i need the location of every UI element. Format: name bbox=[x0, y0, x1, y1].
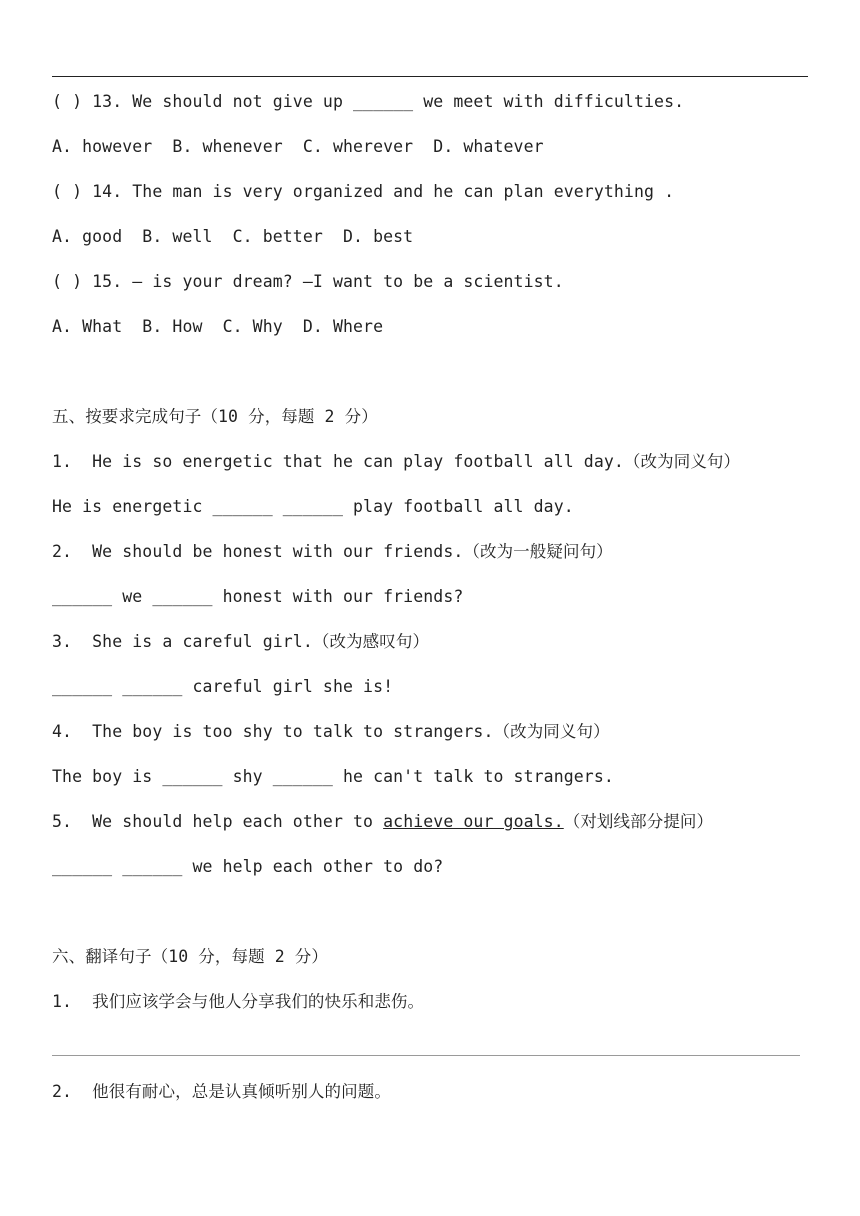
question-14-stem: ( ) 14. The man is very organized and he can plan everything . bbox=[52, 182, 675, 201]
section-5-item-5-instruction: （对划线部分提问） bbox=[563, 812, 714, 831]
section-5-item-1-answer: He is energetic ______ ______ play football all day. bbox=[52, 497, 574, 516]
section-5-item-2-prompt: 2. We should be honest with our friends.（改为一般疑问句） bbox=[52, 542, 613, 561]
question-15-stem: ( ) 15. — is your dream? —I want to be a scientist. bbox=[52, 272, 564, 291]
question-13-options: A. however B. whenever C. wherever D. whatever bbox=[52, 137, 544, 156]
section-6-item-1: 1. 我们应该学会与他人分享我们的快乐和悲伤。 bbox=[52, 992, 425, 1011]
section-5-item-5-prompt bbox=[52, 811, 713, 833]
top-rule bbox=[52, 76, 808, 77]
section-5-heading: 五、按要求完成句子（10 分，每题 2 分） bbox=[52, 407, 378, 426]
section-5-item-4-answer: The boy is ______ shy ______ he can't talk to strangers. bbox=[52, 767, 614, 786]
section-6-heading: 六、翻译句子（10 分，每题 2 分） bbox=[52, 947, 329, 966]
section-5-item-5-prompt-start: 5. We should help each other to bbox=[52, 812, 384, 831]
section-5-item-3-prompt: 3. She is a careful girl.（改为感叹句） bbox=[52, 632, 430, 651]
section-5-item-5-answer: ______ ______ we help each other to do? bbox=[52, 857, 444, 876]
section-5-item-1-prompt: 1. He is so energetic that he can play football all day.（改为同义句） bbox=[52, 452, 741, 471]
question-13-stem: ( ) 13. We should not give up ______ we meet with difficulties. bbox=[52, 92, 685, 111]
question-15-options: A. What B. How C. Why D. Where bbox=[52, 317, 384, 336]
section-5-item-3-answer: ______ ______ careful girl she is! bbox=[52, 677, 394, 696]
section-6-item-2: 2. 他很有耐心，总是认真倾听别人的问题。 bbox=[52, 1082, 391, 1101]
section-5-item-2-answer: ______ we ______ honest with our friends? bbox=[52, 587, 464, 606]
section-5-item-4-prompt: 4. The boy is too shy to talk to strangers.（改为同义句） bbox=[52, 722, 610, 741]
underlined-phrase: achieve our goals. bbox=[383, 812, 564, 831]
answer-line bbox=[52, 1055, 800, 1056]
question-14-options: A. good B. well C. better D. best bbox=[52, 227, 414, 246]
